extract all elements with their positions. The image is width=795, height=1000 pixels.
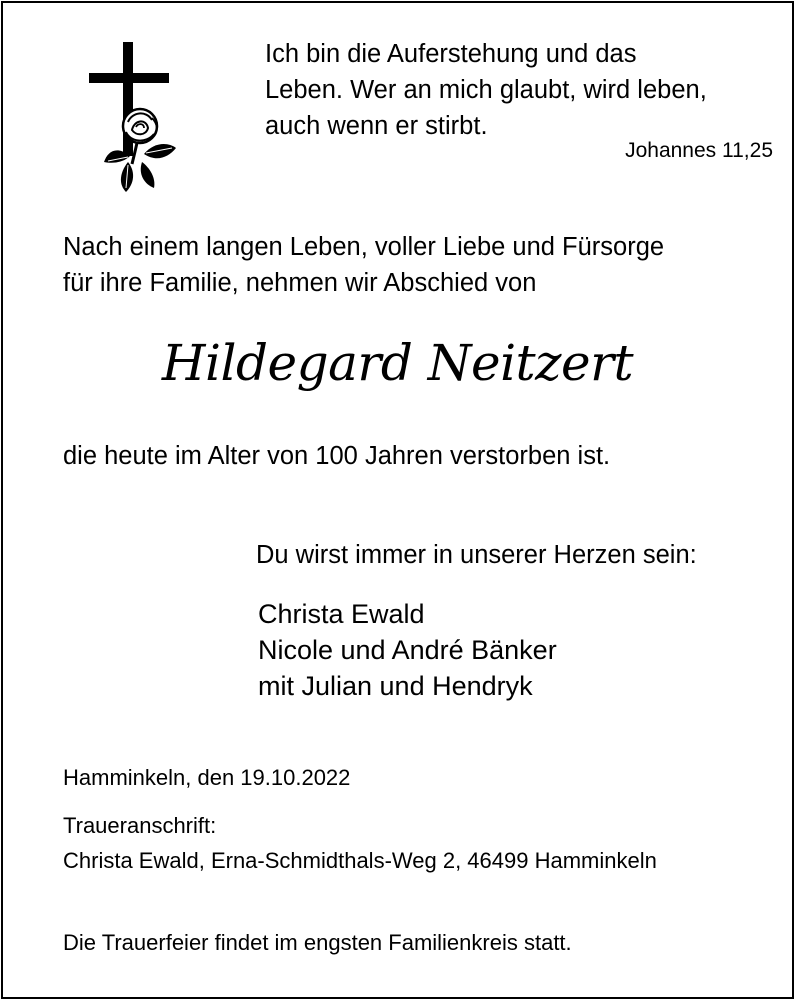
cross-with-rose-icon [84,38,180,198]
intro-line: für ihre Familie, nehmen wir Abschied von [63,269,537,297]
place-and-date: Hamminkeln, den 19.10.2022 [63,765,351,790]
tribute-line: Du wirst immer in unserer Herzen sein: [256,541,697,569]
mourners-list [258,596,557,704]
deceased-name: Hildegard Neitzert [161,334,634,392]
intro-line: Nach einem langen Leben, voller Liebe und Fürsorge [63,233,665,261]
mourner-name: mit Julian und Hendryk [258,671,533,701]
verse-line: auch wenn er stirbt. [265,112,488,140]
bible-verse [265,36,707,144]
verse-reference: Johannes 11,25 [625,139,773,162]
intro-text [63,229,664,301]
verse-line: Leben. Wer an mich glaubt, wird leben, [265,76,707,104]
mourner-name: Christa Ewald [258,599,425,629]
address-label: Traueranschrift: [63,813,217,838]
verse-line: Ich bin die Auferstehung und das [265,40,637,68]
mourning-address: Christa Ewald, Erna-Schmidthals-Weg 2, 46499 Hamminkeln [63,848,657,873]
age-statement: die heute im Alter von 100 Jahren verstorben ist. [63,442,611,470]
ceremony-note: Die Trauerfeier findet im engsten Familienkreis statt. [63,930,572,955]
mourner-name: Nicole und André Bänker [258,635,557,665]
